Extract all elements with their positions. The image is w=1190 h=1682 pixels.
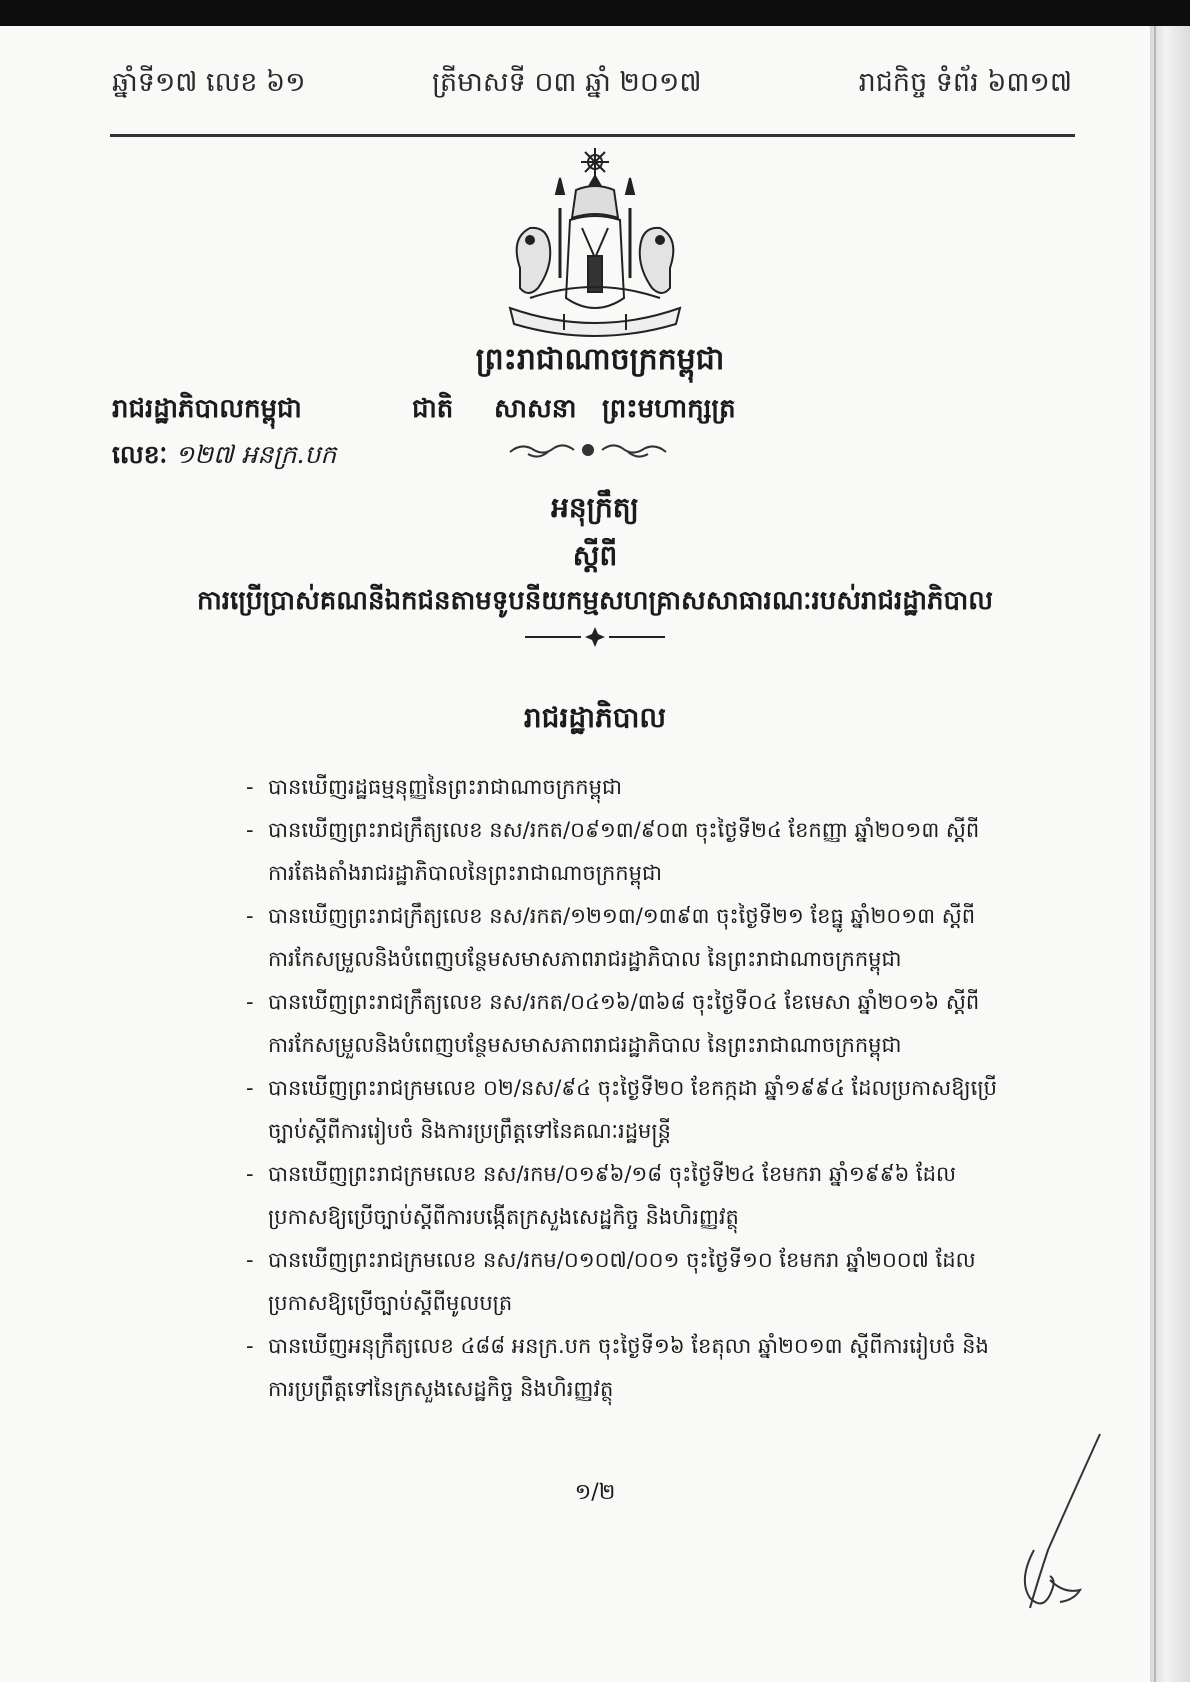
issuing-authority: រាជរដ្ឋាភិបាល <box>523 701 667 734</box>
motto-nation: ជាតិ <box>412 394 454 424</box>
visa-text: បានឃើញអនុក្រឹត្យលេខ ៤៨៨ អនក្រ.បក ចុះថ្ងៃទី១៦ ខែតុលា ឆ្នាំ២០១៣ ស្តីពីការរៀបចំ និងការប្រព្រឹត្តទៅនៃក្រសួងសេដ្ឋកិច្ច និងហិរញ្ញវត្ថុ <box>268 1334 989 1401</box>
bullet-dash: - <box>246 904 254 928</box>
government-name: រាជរដ្ឋាភិបាលកម្ពុជា <box>112 394 302 424</box>
visa-text: បានឃើញព្រះរាជក្រឹត្យលេខ នស/រកត/០៩១៣/៩០៣ ចុះថ្ងៃទី២៤ ខែកញ្ញា ឆ្នាំ២០១៣ ស្តីពីការតែងតាំងរាជរដ្ឋាភិបាលនៃព្រះរាជាណាចក្រកម្ពុជា <box>268 818 980 885</box>
document-about: ស្តីពី <box>572 539 618 572</box>
visa-item <box>246 1067 998 1153</box>
visa-item <box>246 981 998 1067</box>
gazette-quarter: ត្រីមាសទី ០៣ ឆ្នាំ ២០១៧ <box>432 67 702 98</box>
page-edge-shadow <box>1150 26 1190 1682</box>
decorative-flourish-icon <box>508 438 668 462</box>
visa-text: បានឃើញព្រះរាជក្រមលេខ នស/រកម/០១៩៦/១៨ ចុះថ្ងៃទី២៤ ខែមករា ឆ្នាំ១៩៩៦ ដែលប្រកាសឱ្យប្រើច្បាប់ស្តីពីការបង្កើតក្រសួងសេដ្ឋកិច្ច និងហិរញ្ញវត្ថុ <box>268 1162 956 1229</box>
motto-king: ព្រះមហាក្សត្រ <box>602 394 736 424</box>
header-rule <box>110 134 1075 137</box>
page-number: ១/២ <box>574 1480 616 1505</box>
gazette-page: រាជកិច្ច ទំព័រ ៦៣១៧ <box>858 67 1072 98</box>
handwritten-initial-icon <box>1000 1430 1110 1620</box>
bullet-dash: - <box>246 1248 254 1272</box>
bullet-dash: - <box>246 775 254 799</box>
royal-coat-of-arms-icon <box>500 148 690 338</box>
divider-star-icon <box>525 626 665 648</box>
document-subject: ការប្រើប្រាស់គណនីឯកជនតាមទូបនីយកម្មសហគ្រាសសាធារណៈរបស់រាជរដ្ឋាភិបាល <box>196 586 994 616</box>
bullet-dash: - <box>246 1076 254 1100</box>
visa-text: បានឃើញព្រះរាជក្រមលេខ នស/រកម/០១០៧/០០១ ចុះថ្ងៃទី១០ ខែមករា ឆ្នាំ២០០៧ ដែលប្រកាសឱ្យប្រើច្បាប់ស្តីពីមូលបត្រ <box>268 1248 976 1315</box>
bullet-dash: - <box>246 818 254 842</box>
bullet-dash: - <box>246 1162 254 1186</box>
reference-value: ១២៧ អនក្រ.បក <box>175 440 337 469</box>
gazette-header <box>112 66 1072 116</box>
bullet-dash: - <box>246 990 254 1014</box>
visa-text: បានឃើញរដ្ឋធម្មនុញ្ញនៃព្រះរាជាណាចក្រកម្ពុជា <box>268 775 622 799</box>
visa-text: បានឃើញព្រះរាជក្រមលេខ ០២/នស/៩៤ ចុះថ្ងៃទី២០ ខែកក្កដា ឆ្នាំ១៩៩៤ ដែលប្រកាសឱ្យប្រើច្បាប់ស្តីពីការរៀបចំ និងការប្រព្រឹត្តទៅនៃគណៈរដ្ឋមន្ត្រី <box>268 1076 997 1143</box>
visa-item <box>246 1325 998 1411</box>
visa-text: បានឃើញព្រះរាជក្រឹត្យលេខ នស/រកត/០៤១៦/៣៦៨ ចុះថ្ងៃទី០៤ ខែមេសា ឆ្នាំ២០១៦ ស្តីពីការកែសម្រួលនិងបំពេញបន្ថែមសមាសភាពរាជរដ្ឋាភិបាល នៃព្រះរាជាណាចក្រកម្ពុជា <box>268 990 980 1057</box>
visa-item <box>246 1153 998 1239</box>
reference-number <box>112 440 336 476</box>
visa-item <box>246 766 998 809</box>
document-type: អនុក្រឹត្យ <box>551 491 639 524</box>
legal-basis-list <box>246 766 998 1411</box>
bullet-dash: - <box>246 1334 254 1358</box>
motto-religion: សាសនា <box>494 394 577 424</box>
visa-text: បានឃើញព្រះរាជក្រឹត្យលេខ នស/រកត/១២១៣/១៣៩៣ ចុះថ្ងៃទី២១ ខែធ្នូ ឆ្នាំ២០១៣ ស្តីពីការកែសម្រួលនិងបំពេញបន្ថែមសមាសភាពរាជរដ្ឋាភិបាល នៃព្រះរាជាណាចក្រកម្ពុជា <box>268 904 976 971</box>
visa-item <box>246 809 998 895</box>
scan-top-band <box>0 0 1190 26</box>
gazette-issue: ឆ្នាំទី១៧ លេខ ៦១ <box>112 67 306 98</box>
visa-item <box>246 1239 998 1325</box>
reference-label: លេខៈ <box>112 440 168 469</box>
kingdom-name: ព្រះរាជាណាចក្រកម្ពុជា <box>475 342 725 377</box>
visa-item <box>246 895 998 981</box>
